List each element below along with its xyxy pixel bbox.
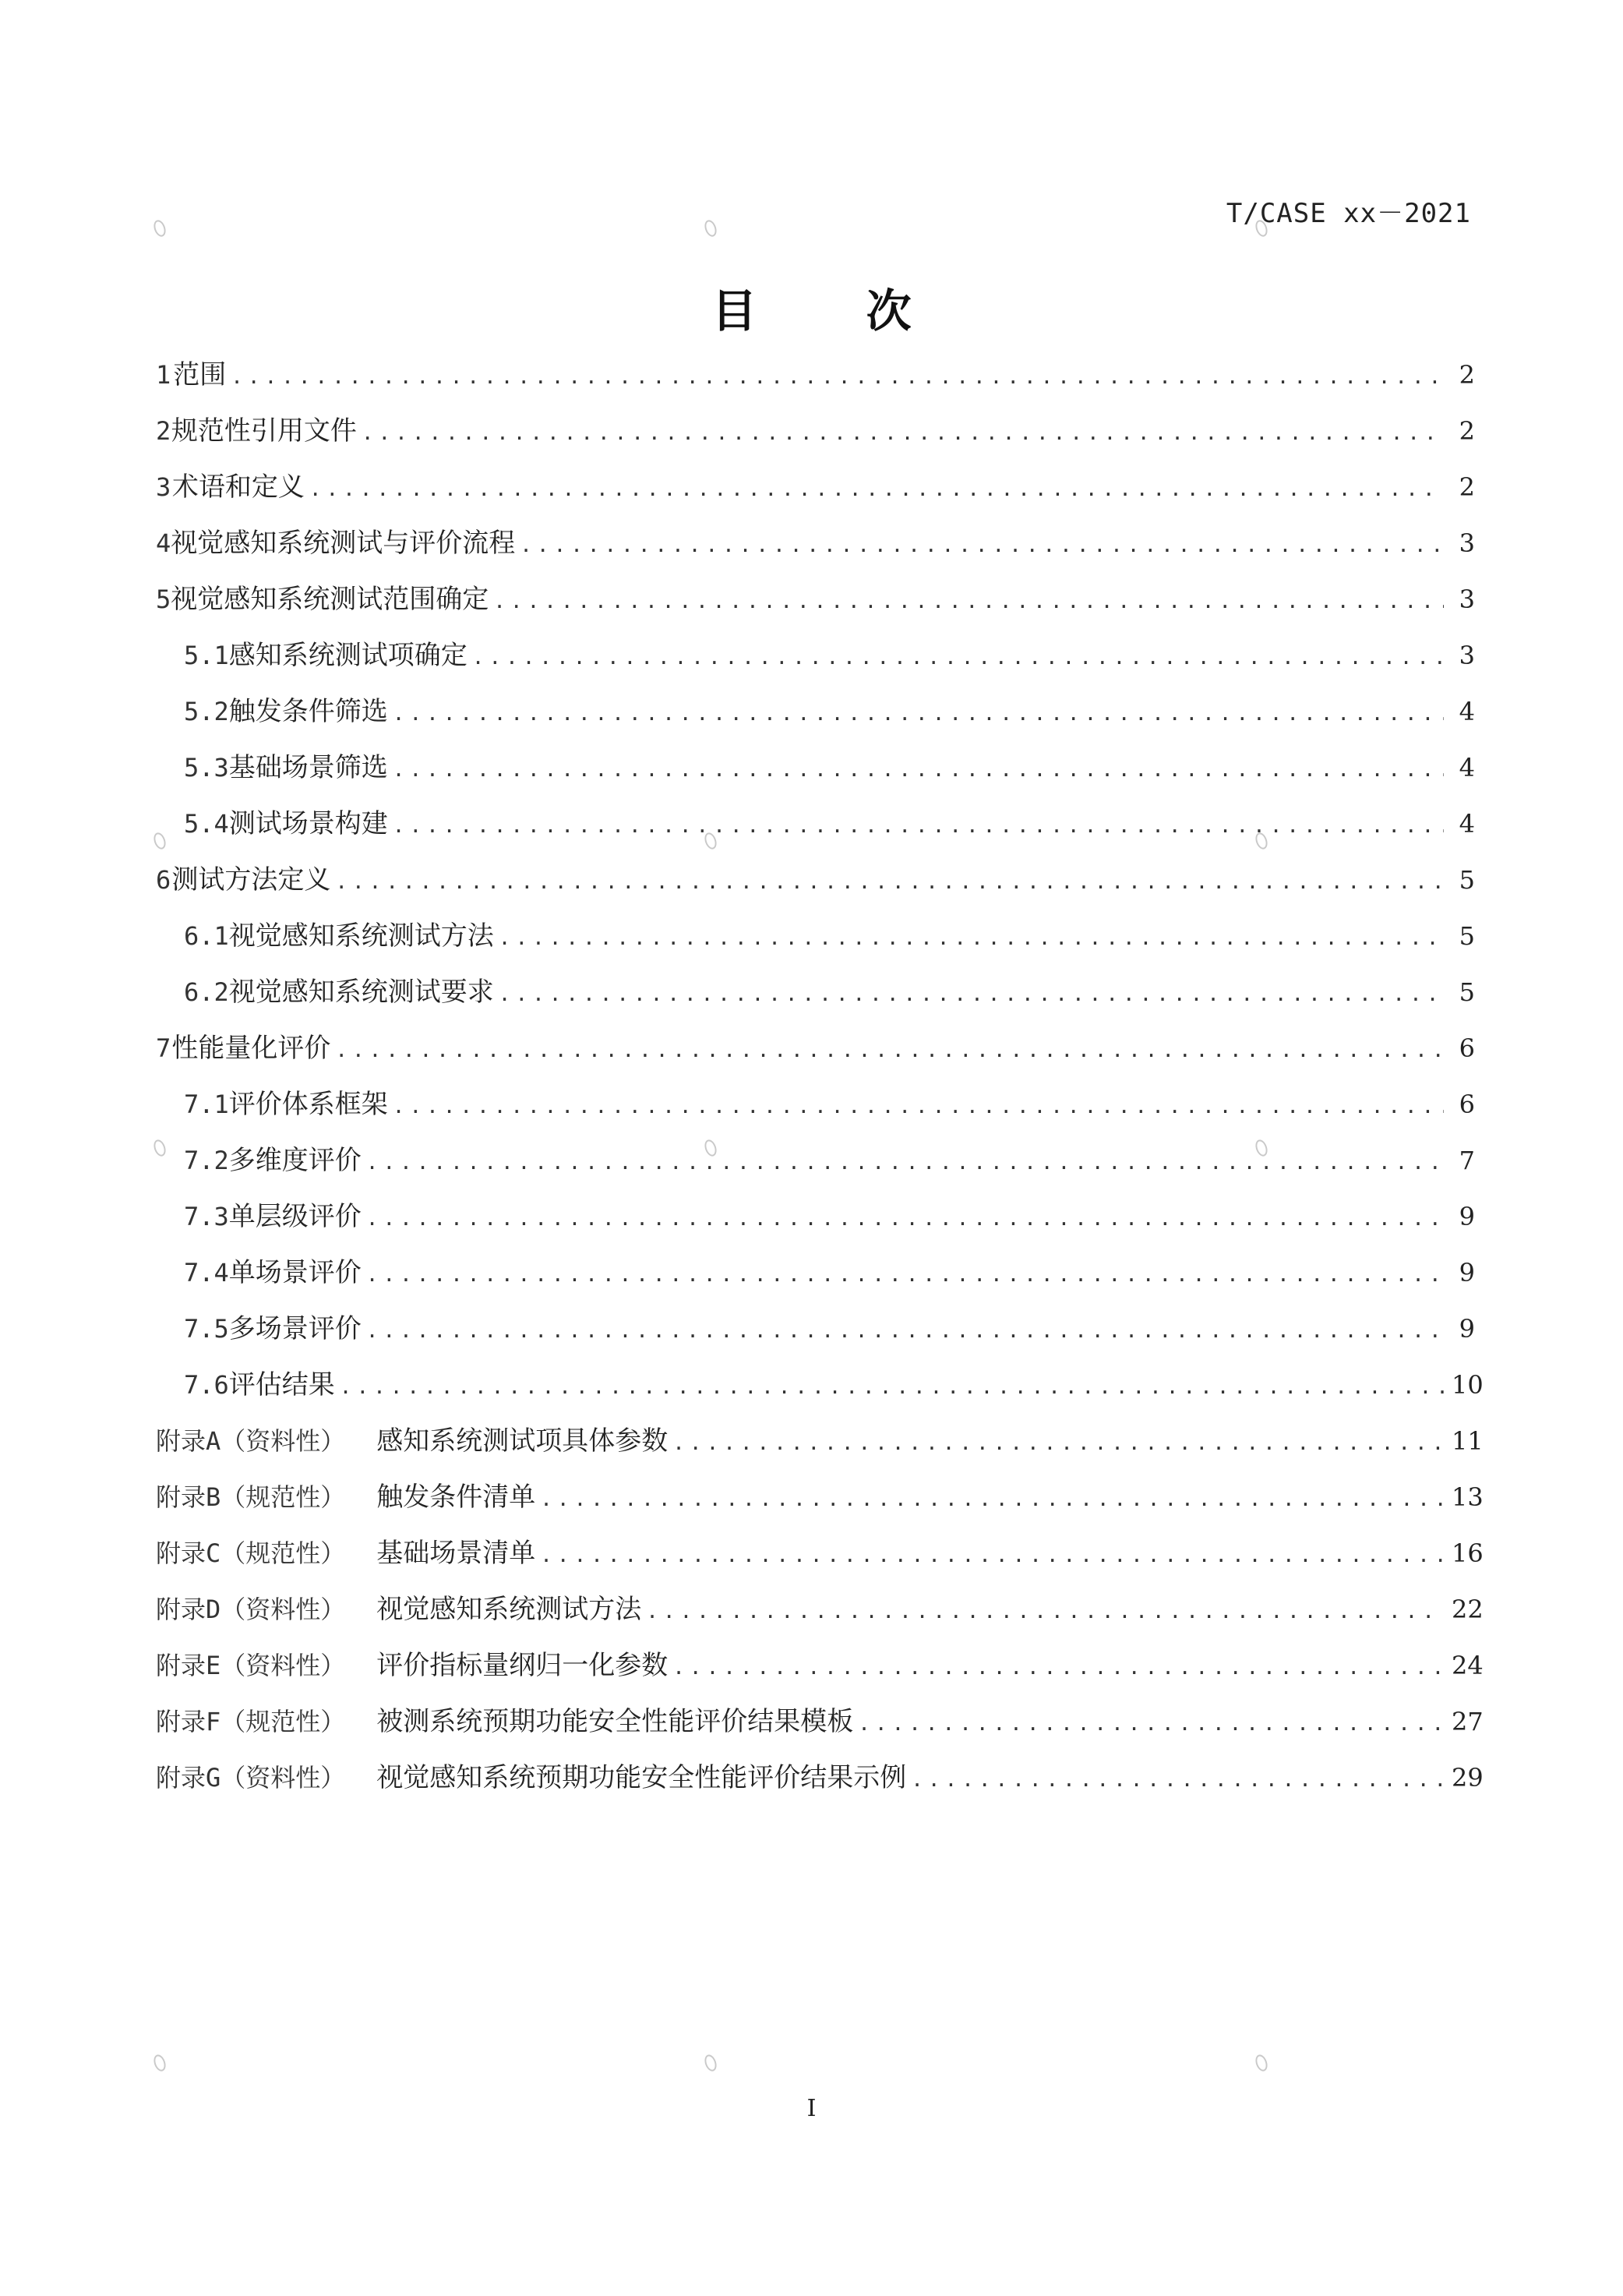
watermark-mark: [703, 218, 719, 238]
toc-entry[interactable]: [156, 1525, 1484, 1581]
watermark-mark: [1254, 2053, 1270, 2072]
toc-entry-page[interactable]: 22: [1452, 1595, 1484, 1624]
toc-entry-title[interactable]: 感知系统测试项确定: [228, 640, 467, 671]
toc-entry-page[interactable]: 2: [1459, 472, 1475, 502]
toc-dot-leader: [366, 1303, 1444, 1359]
toc-entry-number: 附录A（资料性）: [156, 1426, 346, 1456]
toc-dot-leader: [366, 1247, 1444, 1303]
toc-entry-title[interactable]: 单层级评价: [228, 1201, 362, 1232]
toc-entry[interactable]: [156, 403, 1475, 459]
toc-entry-page[interactable]: 10: [1452, 1370, 1484, 1400]
toc-entry-title[interactable]: 多维度评价: [228, 1145, 362, 1176]
toc-entry-title[interactable]: 视觉感知系统测试要求: [228, 977, 494, 1008]
toc-entry-number: 5.1: [184, 641, 229, 670]
toc-entry-number: 7.6: [184, 1370, 229, 1400]
toc-entry-title[interactable]: 测试方法定义: [171, 864, 331, 895]
toc-entry-title[interactable]: 评价体系框架: [228, 1089, 388, 1120]
toc-entry-page[interactable]: 24: [1452, 1651, 1484, 1680]
toc-entry-number: 6.2: [184, 977, 229, 1007]
toc-dot-leader: [393, 1079, 1444, 1135]
toc-entry-number: 附录B（规范性）: [156, 1482, 346, 1512]
table-of-contents: [156, 347, 1484, 1806]
toc-entry-title[interactable]: 术语和定义: [171, 472, 305, 503]
toc-entry[interactable]: [156, 852, 1475, 908]
toc-entry-number: 6: [156, 865, 171, 895]
watermark-mark: [152, 2053, 168, 2072]
toc-entry[interactable]: [156, 347, 1475, 403]
toc-entry-page[interactable]: 3: [1459, 528, 1475, 558]
toc-entry-page[interactable]: 11: [1452, 1426, 1484, 1456]
toc-entry-number: 7.3: [184, 1202, 229, 1231]
toc-entry-page[interactable]: 16: [1452, 1538, 1484, 1568]
toc-entry-title[interactable]: 基础场景清单: [376, 1538, 536, 1569]
toc-entry-title[interactable]: 范围: [173, 359, 227, 390]
toc-entry[interactable]: [156, 627, 1475, 684]
toc-entry-title[interactable]: 触发条件清单: [376, 1482, 536, 1513]
toc-entry-title[interactable]: 性能量化评价: [171, 1033, 331, 1064]
toc-entry-page[interactable]: 27: [1452, 1707, 1484, 1736]
toc-entry[interactable]: [156, 515, 1475, 571]
toc-entry[interactable]: [156, 1581, 1484, 1637]
toc-entry[interactable]: [156, 1750, 1484, 1806]
toc-entry-page[interactable]: 5: [1459, 865, 1475, 895]
toc-entry-page[interactable]: 9: [1459, 1202, 1475, 1231]
toc-entry-page[interactable]: 29: [1452, 1763, 1484, 1793]
toc-entry-number: 5.4: [184, 809, 229, 839]
toc-dot-leader: [393, 798, 1444, 854]
toc-entry-page[interactable]: 3: [1459, 585, 1475, 614]
toc-entry-number: 附录G（资料性）: [156, 1763, 346, 1793]
watermark-mark: [152, 218, 168, 238]
toc-entry-page[interactable]: 4: [1459, 697, 1475, 726]
toc-entry-number: 3: [156, 472, 171, 502]
document-code: T/CASE xx－2021: [1226, 198, 1471, 229]
toc-entry-title[interactable]: 评估结果: [228, 1369, 335, 1401]
toc-entry-title[interactable]: 规范性引用文件: [171, 415, 357, 447]
toc-entry-number: 7.5: [184, 1314, 229, 1344]
toc-dot-leader: [499, 966, 1444, 1023]
toc-entry[interactable]: [156, 459, 1475, 515]
toc-dot-leader: [393, 742, 1444, 798]
toc-entry-number: 5: [156, 585, 171, 614]
toc-entry[interactable]: [156, 740, 1475, 796]
toc-dot-leader: [366, 1135, 1444, 1191]
toc-entry-number: 附录F（规范性）: [156, 1707, 346, 1736]
toc-entry-number: 7.4: [184, 1258, 229, 1288]
toc-dot-leader: [393, 686, 1444, 742]
toc-entry-number: 5.3: [184, 753, 229, 782]
toc-entry[interactable]: [156, 1189, 1475, 1245]
toc-dot-leader: [540, 1528, 1444, 1584]
toc-entry-number: 4: [156, 528, 171, 558]
toc-entry-title[interactable]: 被测系统预期功能安全性能评价结果模板: [376, 1706, 854, 1737]
toc-dot-leader: [520, 517, 1444, 574]
toc-entry-page[interactable]: 5: [1459, 977, 1475, 1007]
toc-entry[interactable]: [156, 1469, 1484, 1525]
toc-entry[interactable]: [156, 1245, 1475, 1301]
toc-entry[interactable]: [156, 908, 1475, 964]
toc-entry-number: 附录E（资料性）: [156, 1651, 346, 1680]
toc-entry-title[interactable]: 基础场景筛选: [228, 752, 388, 783]
toc-entry-page[interactable]: 9: [1459, 1258, 1475, 1288]
toc-dot-leader: [335, 854, 1444, 910]
toc-entry-title[interactable]: 测试场景构建: [228, 808, 388, 839]
toc-entry[interactable]: [156, 1413, 1484, 1469]
toc-dot-leader: [362, 405, 1444, 461]
toc-entry-title[interactable]: 感知系统测试项具体参数: [376, 1425, 669, 1457]
toc-entry-title[interactable]: 评价指标量纲归一化参数: [376, 1650, 669, 1681]
toc-entry-page[interactable]: 5: [1459, 921, 1475, 951]
toc-dot-leader: [472, 630, 1444, 686]
toc-dot-leader: [911, 1752, 1444, 1808]
toc-entry-number: 7.1: [184, 1090, 229, 1119]
toc-dot-leader: [493, 574, 1444, 630]
toc-dot-leader: [540, 1471, 1444, 1528]
toc-entry-page[interactable]: 3: [1459, 641, 1475, 670]
toc-dot-leader: [366, 1191, 1444, 1247]
toc-entry-title[interactable]: 视觉感知系统测试与评价流程: [171, 528, 516, 559]
toc-entry-page[interactable]: 4: [1459, 809, 1475, 839]
toc-entry-number: 附录C（规范性）: [156, 1538, 346, 1568]
toc-entry[interactable]: [156, 571, 1475, 627]
toc-dot-leader: [309, 461, 1444, 517]
toc-entry-page[interactable]: 7: [1459, 1146, 1475, 1175]
toc-entry-title[interactable]: 视觉感知系统预期功能安全性能评价结果示例: [376, 1762, 907, 1793]
toc-entry-page[interactable]: 13: [1452, 1482, 1484, 1512]
toc-entry-number: 2: [156, 416, 171, 446]
toc-entry-title[interactable]: 视觉感知系统测试范围确定: [171, 584, 489, 615]
toc-entry-title[interactable]: 视觉感知系统测试方法: [228, 920, 494, 952]
toc-entry-number: 5.2: [184, 697, 229, 726]
toc-entry[interactable]: [156, 1637, 1484, 1694]
toc-entry[interactable]: [156, 1694, 1484, 1750]
toc-entry[interactable]: [156, 1301, 1475, 1357]
toc-entry-page[interactable]: 4: [1459, 753, 1475, 782]
toc-entry[interactable]: [156, 1076, 1475, 1132]
toc-entry-number: 附录D（资料性）: [156, 1595, 346, 1624]
toc-dot-leader: [231, 349, 1444, 405]
toc-title: 目 次: [711, 284, 958, 337]
toc-entry[interactable]: [156, 684, 1475, 740]
toc-dot-leader: [340, 1359, 1444, 1415]
toc-dot-leader: [672, 1415, 1444, 1471]
toc-entry-number: 6.1: [184, 921, 229, 951]
toc-dot-leader: [672, 1640, 1444, 1696]
toc-entry[interactable]: [156, 1132, 1475, 1189]
toc-entry-number: 7: [156, 1033, 171, 1063]
toc-entry-page[interactable]: 9: [1459, 1314, 1475, 1344]
toc-entry-page[interactable]: 6: [1459, 1033, 1475, 1063]
watermark-mark: [703, 2053, 719, 2072]
toc-dot-leader: [646, 1584, 1444, 1640]
toc-entry-title[interactable]: 单场景评价: [228, 1257, 362, 1288]
toc-dot-leader: [858, 1696, 1444, 1752]
toc-entry-number: 7.2: [184, 1146, 229, 1175]
toc-entry-title[interactable]: 视觉感知系统测试方法: [376, 1594, 642, 1625]
page-number: I: [806, 2095, 817, 2122]
toc-dot-leader: [335, 1023, 1444, 1079]
toc-entry[interactable]: [156, 796, 1475, 852]
toc-entry-title[interactable]: 触发条件筛选: [228, 696, 388, 727]
toc-entry-page[interactable]: 2: [1459, 416, 1475, 446]
toc-entry-page[interactable]: 6: [1459, 1090, 1475, 1119]
toc-entry-page[interactable]: 2: [1459, 360, 1475, 390]
toc-entry[interactable]: [156, 1020, 1475, 1076]
toc-entry-title[interactable]: 多场景评价: [228, 1313, 362, 1344]
toc-entry[interactable]: [156, 964, 1475, 1020]
toc-entry[interactable]: [156, 1357, 1484, 1413]
toc-entry-number: 1: [156, 360, 171, 390]
toc-dot-leader: [499, 910, 1444, 966]
